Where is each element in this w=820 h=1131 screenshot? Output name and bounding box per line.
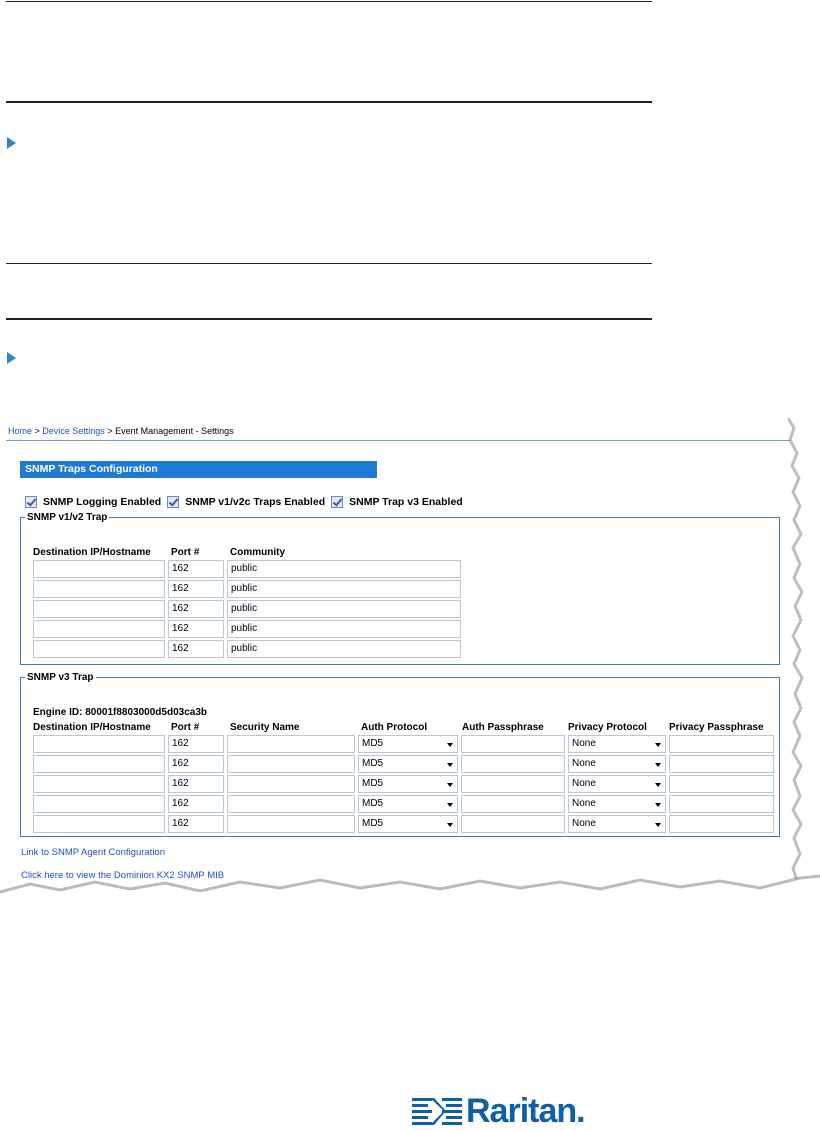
v3-auth-passphrase-input[interactable] bbox=[461, 755, 565, 773]
snmp-v1v2-legend: SNMP v1/v2 Trap bbox=[27, 512, 108, 523]
col-privacy-protocol: Privacy Protocol bbox=[568, 722, 647, 733]
snmp-agent-config-link[interactable]: Link to SNMP Agent Configuration bbox=[21, 847, 165, 858]
v1v2-community-input[interactable]: public bbox=[227, 560, 461, 578]
snmp-logging-label: SNMP Logging Enabled bbox=[43, 496, 162, 508]
bullet-arrow-icon bbox=[7, 137, 16, 149]
v1v2-community-input[interactable]: public bbox=[227, 580, 461, 598]
bullet-arrow-icon bbox=[7, 352, 16, 364]
privacy-protocol-value: None bbox=[572, 758, 596, 769]
v3-destination-input[interactable] bbox=[33, 815, 165, 833]
breadcrumb-separator: > bbox=[104, 426, 116, 436]
v1v2-destination-input[interactable] bbox=[33, 620, 165, 638]
v3-destination-input[interactable] bbox=[33, 735, 165, 753]
checkbox-checked-icon[interactable] bbox=[25, 496, 37, 508]
breadcrumb bbox=[8, 426, 234, 436]
v3-destination-input[interactable] bbox=[33, 755, 165, 773]
v3-privacy-passphrase-input[interactable] bbox=[669, 775, 774, 793]
v3-port-input[interactable]: 162 bbox=[168, 795, 224, 813]
v3-security-name-input[interactable] bbox=[227, 735, 355, 753]
raritan-logo-text: Raritan. bbox=[466, 1092, 585, 1130]
dropdown-arrow-icon bbox=[447, 763, 453, 767]
dropdown-arrow-icon bbox=[447, 783, 453, 787]
v3-auth-protocol-select[interactable] bbox=[358, 795, 458, 813]
v1v2-destination-input[interactable] bbox=[33, 580, 165, 598]
dropdown-arrow-icon bbox=[447, 823, 453, 827]
col-port: Port # bbox=[171, 722, 200, 733]
v3-security-name-input[interactable] bbox=[227, 815, 355, 833]
snmp-v3-trap-group bbox=[20, 672, 780, 837]
checkbox-checked-icon[interactable] bbox=[331, 496, 343, 508]
snmp-v1v2-label: SNMP v1/v2c Traps Enabled bbox=[185, 496, 326, 508]
col-privacy-passphrase: Privacy Passphrase bbox=[669, 722, 764, 733]
divider bbox=[6, 263, 652, 264]
auth-protocol-value: MD5 bbox=[362, 758, 384, 769]
v1v2-port-input[interactable]: 162 bbox=[168, 560, 224, 578]
col-port: Port # bbox=[171, 547, 200, 558]
raritan-logo-icon bbox=[412, 1095, 462, 1129]
view-mib-link[interactable]: Click here to view the Dominion KX2 SNMP MIB bbox=[21, 870, 225, 881]
raritan-logo bbox=[412, 1092, 585, 1131]
snmp-logging-checkbox[interactable] bbox=[25, 496, 161, 508]
v3-privacy-passphrase-input[interactable] bbox=[669, 815, 774, 833]
torn-edge-right bbox=[788, 418, 820, 898]
divider bbox=[6, 318, 652, 320]
privacy-protocol-value: None bbox=[572, 738, 596, 749]
col-auth-protocol: Auth Protocol bbox=[361, 722, 428, 733]
v1v2-destination-input[interactable] bbox=[33, 600, 165, 618]
auth-protocol-value: MD5 bbox=[362, 778, 384, 789]
v1v2-port-input[interactable]: 162 bbox=[168, 640, 224, 658]
col-destination: Destination IP/Hostname bbox=[33, 547, 151, 558]
v3-privacy-protocol-select[interactable] bbox=[568, 735, 666, 753]
v3-auth-protocol-select[interactable] bbox=[358, 775, 458, 793]
col-destination: Destination IP/Hostname bbox=[33, 722, 151, 733]
v1v2-destination-input[interactable] bbox=[33, 560, 165, 578]
v1v2-port-input[interactable]: 162 bbox=[168, 580, 224, 598]
checkbox-checked-icon[interactable] bbox=[167, 496, 179, 508]
v3-auth-passphrase-input[interactable] bbox=[461, 815, 565, 833]
breadcrumb-home[interactable]: Home bbox=[8, 426, 33, 436]
col-auth-passphrase: Auth Passphrase bbox=[462, 722, 544, 733]
breadcrumb-separator: > bbox=[32, 426, 43, 436]
v3-port-input[interactable]: 162 bbox=[168, 755, 224, 773]
col-community: Community bbox=[230, 547, 285, 558]
breadcrumb-device-settings[interactable]: Device Settings bbox=[42, 426, 105, 436]
divider-top bbox=[6, 1, 652, 2]
v3-auth-protocol-select[interactable] bbox=[358, 735, 458, 753]
v3-destination-input[interactable] bbox=[33, 775, 165, 793]
v1v2-community-input[interactable]: public bbox=[227, 640, 461, 658]
auth-protocol-value: MD5 bbox=[362, 738, 384, 749]
v3-privacy-protocol-select[interactable] bbox=[568, 815, 666, 833]
v3-security-name-input[interactable] bbox=[227, 755, 355, 773]
snmp-v3-checkbox[interactable] bbox=[331, 496, 463, 508]
auth-protocol-value: MD5 bbox=[362, 798, 384, 809]
col-security-name: Security Name bbox=[230, 722, 300, 733]
v3-auth-protocol-select[interactable] bbox=[358, 815, 458, 833]
v3-security-name-input[interactable] bbox=[227, 775, 355, 793]
v3-port-input[interactable]: 162 bbox=[168, 775, 224, 793]
snmp-v3-legend: SNMP v3 Trap bbox=[27, 672, 94, 683]
v3-auth-passphrase-input[interactable] bbox=[461, 735, 565, 753]
enable-checkboxes bbox=[25, 496, 469, 508]
snmp-v1v2-trap-group bbox=[20, 512, 780, 665]
v3-security-name-input[interactable] bbox=[227, 795, 355, 813]
dropdown-arrow-icon bbox=[655, 823, 661, 827]
dropdown-arrow-icon bbox=[655, 803, 661, 807]
privacy-protocol-value: None bbox=[572, 818, 596, 829]
breadcrumb-current: Event Management - Settings bbox=[115, 426, 234, 436]
v3-privacy-protocol-select[interactable] bbox=[568, 775, 666, 793]
privacy-protocol-value: None bbox=[572, 778, 596, 789]
v3-privacy-protocol-select[interactable] bbox=[568, 755, 666, 773]
v3-privacy-passphrase-input[interactable] bbox=[669, 795, 774, 813]
dropdown-arrow-icon bbox=[655, 783, 661, 787]
v3-auth-protocol-select[interactable] bbox=[358, 755, 458, 773]
snmp-v3-label: SNMP Trap v3 Enabled bbox=[349, 496, 463, 508]
section-title: SNMP Traps Configuration bbox=[20, 461, 377, 478]
dropdown-arrow-icon bbox=[447, 803, 453, 807]
snmp-v1v2-checkbox[interactable] bbox=[167, 496, 325, 508]
dropdown-arrow-icon bbox=[655, 763, 661, 767]
v1v2-port-input[interactable]: 162 bbox=[168, 620, 224, 638]
privacy-protocol-value: None bbox=[572, 798, 596, 809]
v1v2-destination-input[interactable] bbox=[33, 640, 165, 658]
v3-destination-input[interactable] bbox=[33, 795, 165, 813]
v3-privacy-passphrase-input[interactable] bbox=[669, 735, 774, 753]
snmp-screenshot bbox=[6, 418, 806, 896]
engine-id: Engine ID: 80001f8803000d5d03ca3b bbox=[33, 707, 207, 718]
v1v2-community-input[interactable]: public bbox=[227, 620, 461, 638]
v1v2-port-input[interactable]: 162 bbox=[168, 600, 224, 618]
dropdown-arrow-icon bbox=[655, 743, 661, 747]
v3-privacy-protocol-select[interactable] bbox=[568, 795, 666, 813]
divider bbox=[6, 101, 652, 103]
v1v2-community-input[interactable]: public bbox=[227, 600, 461, 618]
v3-port-input[interactable]: 162 bbox=[168, 735, 224, 753]
auth-protocol-value: MD5 bbox=[362, 818, 384, 829]
v3-port-input[interactable]: 162 bbox=[168, 815, 224, 833]
v3-privacy-passphrase-input[interactable] bbox=[669, 755, 774, 773]
v3-auth-passphrase-input[interactable] bbox=[461, 795, 565, 813]
dropdown-arrow-icon bbox=[447, 743, 453, 747]
v3-auth-passphrase-input[interactable] bbox=[461, 775, 565, 793]
torn-edge-bottom bbox=[0, 862, 820, 912]
breadcrumb-divider bbox=[6, 440, 796, 441]
